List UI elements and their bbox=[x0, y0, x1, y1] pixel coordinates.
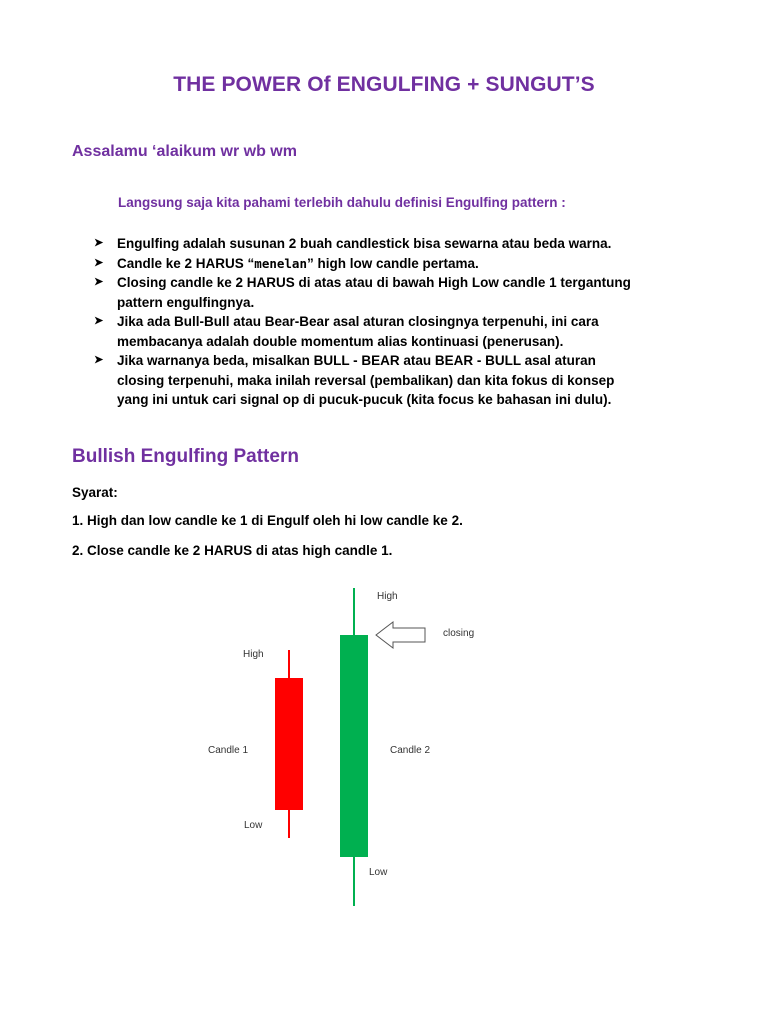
list-item: ➤ Candle ke 2 HARUS “menelan” high low candle pertama. bbox=[94, 254, 714, 274]
candle2-low-label: Low bbox=[369, 867, 388, 878]
arrowhead-bullet-icon: ➤ bbox=[94, 256, 104, 269]
arrowhead-bullet-icon: ➤ bbox=[94, 354, 104, 366]
list-item: ➤ Engulfing adalah susunan 2 buah candlestick bisa sewarna atau beda warna. bbox=[94, 234, 714, 254]
list-item: ➤ Jika warnanya beda, misalkan BULL - BEAR atau BEAR - BULL asal aturan closing terpenuhi, maka inilah reversal (pembalikan) dan kita fokus di konsep yang ini untuk cari signal op di pucuk-pucuk (kita focus ke bahasan ini dulu). bbox=[94, 353, 615, 407]
candle1-high-label: High bbox=[243, 649, 264, 660]
arrowhead-bullet-icon: ➤ bbox=[94, 315, 104, 327]
candle1-label: Candle 1 bbox=[208, 745, 249, 756]
arrowhead-bullet-icon: ➤ bbox=[94, 237, 104, 249]
candle1-low-label: Low bbox=[244, 820, 263, 831]
candle1-body bbox=[275, 678, 303, 810]
section-heading: Bullish Engulfing Pattern bbox=[72, 446, 299, 467]
arrowhead-bullet-icon: ➤ bbox=[94, 276, 104, 288]
requirement-item: 1. High dan low candle ke 1 di Engulf oleh hi low candle ke 2. bbox=[72, 513, 463, 528]
candle2-label: Candle 2 bbox=[390, 745, 431, 756]
requirement-item: 2. Close candle ke 2 HARUS di atas high candle 1. bbox=[72, 543, 393, 558]
requirements-label: Syarat: bbox=[72, 485, 118, 500]
list-item: ➤ Closing candle ke 2 HARUS di atas atau di bawah High Low candle 1 tergantung pattern engulfingnya. bbox=[94, 275, 631, 310]
definition-list bbox=[94, 234, 714, 410]
candle2-body bbox=[340, 635, 368, 857]
closing-label: closing bbox=[443, 628, 475, 639]
intro-text: Langsung saja kita pahami terlebih dahulu definisi Engulfing pattern : bbox=[118, 195, 566, 210]
candle2-high-label: High bbox=[377, 591, 398, 602]
greeting: Assalamu ‘alaikum wr wb wm bbox=[72, 143, 297, 160]
document-title: THE POWER Of ENGULFING + SUNGUT’S bbox=[173, 73, 595, 96]
list-item: ➤ Jika ada Bull-Bull atau Bear-Bear asal aturan closingnya terpenuhi, ini cara membacanya adalah double momentum alias kontinuasi (penerusan). bbox=[94, 314, 599, 349]
left-arrow-icon bbox=[376, 622, 425, 648]
